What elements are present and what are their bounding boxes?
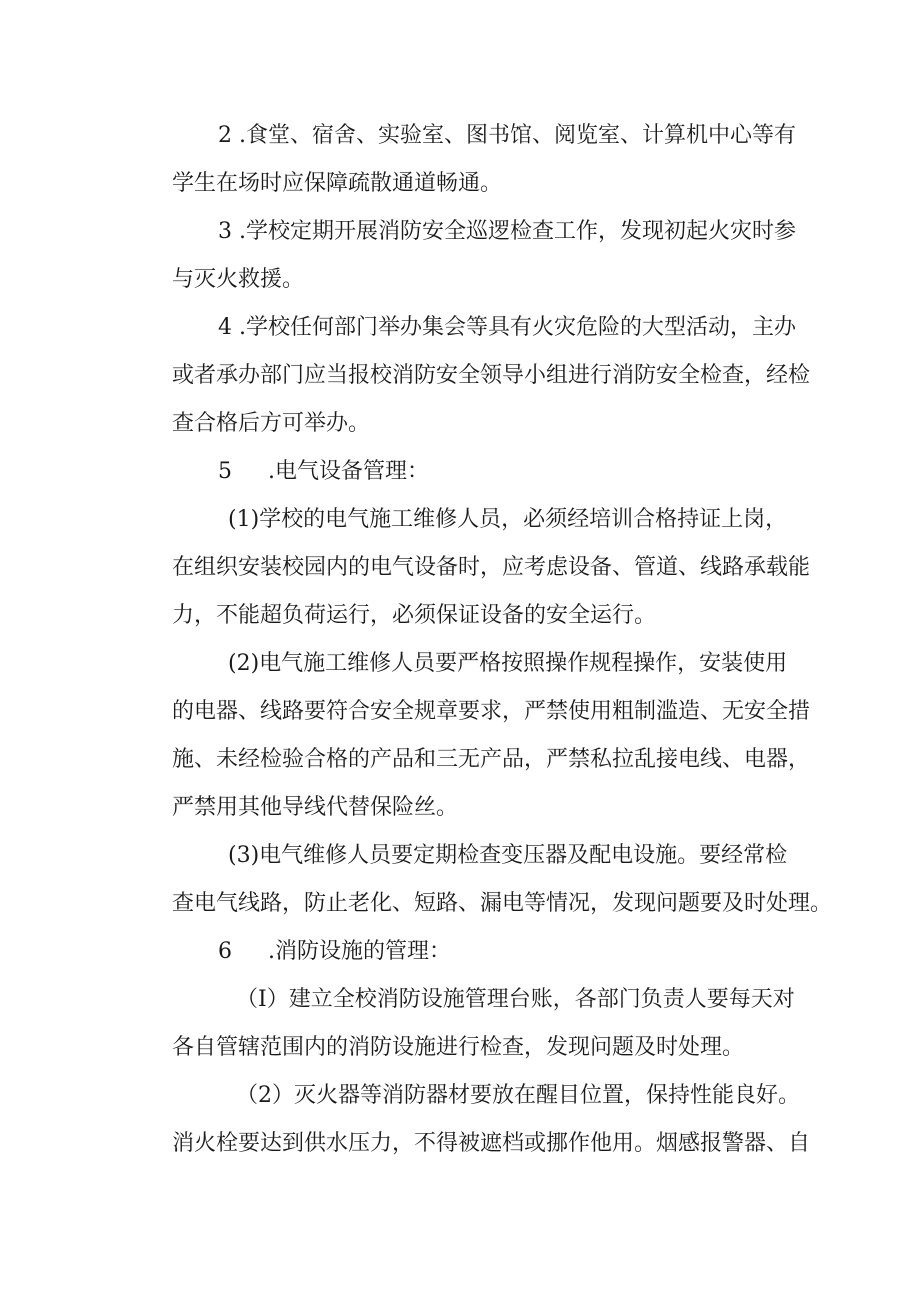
text-line: 2 .食堂、宿舍、实验室、图书馆、阅览室、计算机中心等有 [218, 123, 796, 148]
text-line: （I）建立全校消防设施管理台账，各部门负责人要每天对 [236, 987, 795, 1012]
text-line: 与灭火救援。 [172, 267, 305, 292]
section-heading: 5 .电气设备管理： [218, 459, 429, 484]
text-line: (3)电气维修人员要定期检查变压器及配电设施。要经常检 [228, 843, 788, 868]
text-line: 施、未经检验合格的产品和三无产品，严禁私拉乱接电线、电器， [172, 747, 811, 772]
text-line: 消火栓要达到供水压力，不得被遮档或挪作他用。烟感报警器、自 [172, 1131, 811, 1156]
text-line: 的电器、线路要符合安全规章要求，严禁使用粗制滥造、无安全措 [172, 699, 811, 724]
text-line: 在组织安装校园内的电气设备时，应考虑设备、管道、线路承载能 [172, 555, 811, 580]
text-line: 3 .学校定期开展消防安全巡逻检查工作，发现初起火灾时参 [218, 219, 796, 244]
section-heading: 6 .消防设施的管理： [218, 939, 451, 964]
text-line: (2)电气施工维修人员要严格按照操作规程操作，安装使用 [228, 651, 788, 676]
text-line: （2）灭火器等消防器材要放在醒目位置，保持性能良好。 [236, 1083, 800, 1108]
text-line: (1)学校的电气施工维修人员，必须经培训合格持证上岗， [228, 507, 788, 532]
text-line: 力，不能超负荷运行，必须保证设备的安全运行。 [172, 603, 657, 628]
text-line: 查电气线路，防止老化、短路、漏电等情况，发现问题要及时处理。 [172, 891, 833, 916]
text-line: 学生在场时应保障疏散通道畅通。 [172, 171, 503, 196]
text-line: 或者承办部门应当报校消防安全领导小组进行消防安全检查，经检 [172, 363, 811, 388]
text-line: 严禁用其他导线代替保险丝。 [172, 795, 459, 820]
text-line: 4 .学校任何部门举办集会等具有火灾危险的大型活动，主办 [218, 315, 796, 340]
text-line: 查合格后方可举办。 [172, 411, 371, 436]
text-line: 各自管辖范围内的消防设施进行检查，发现问题及时处理。 [172, 1035, 745, 1060]
